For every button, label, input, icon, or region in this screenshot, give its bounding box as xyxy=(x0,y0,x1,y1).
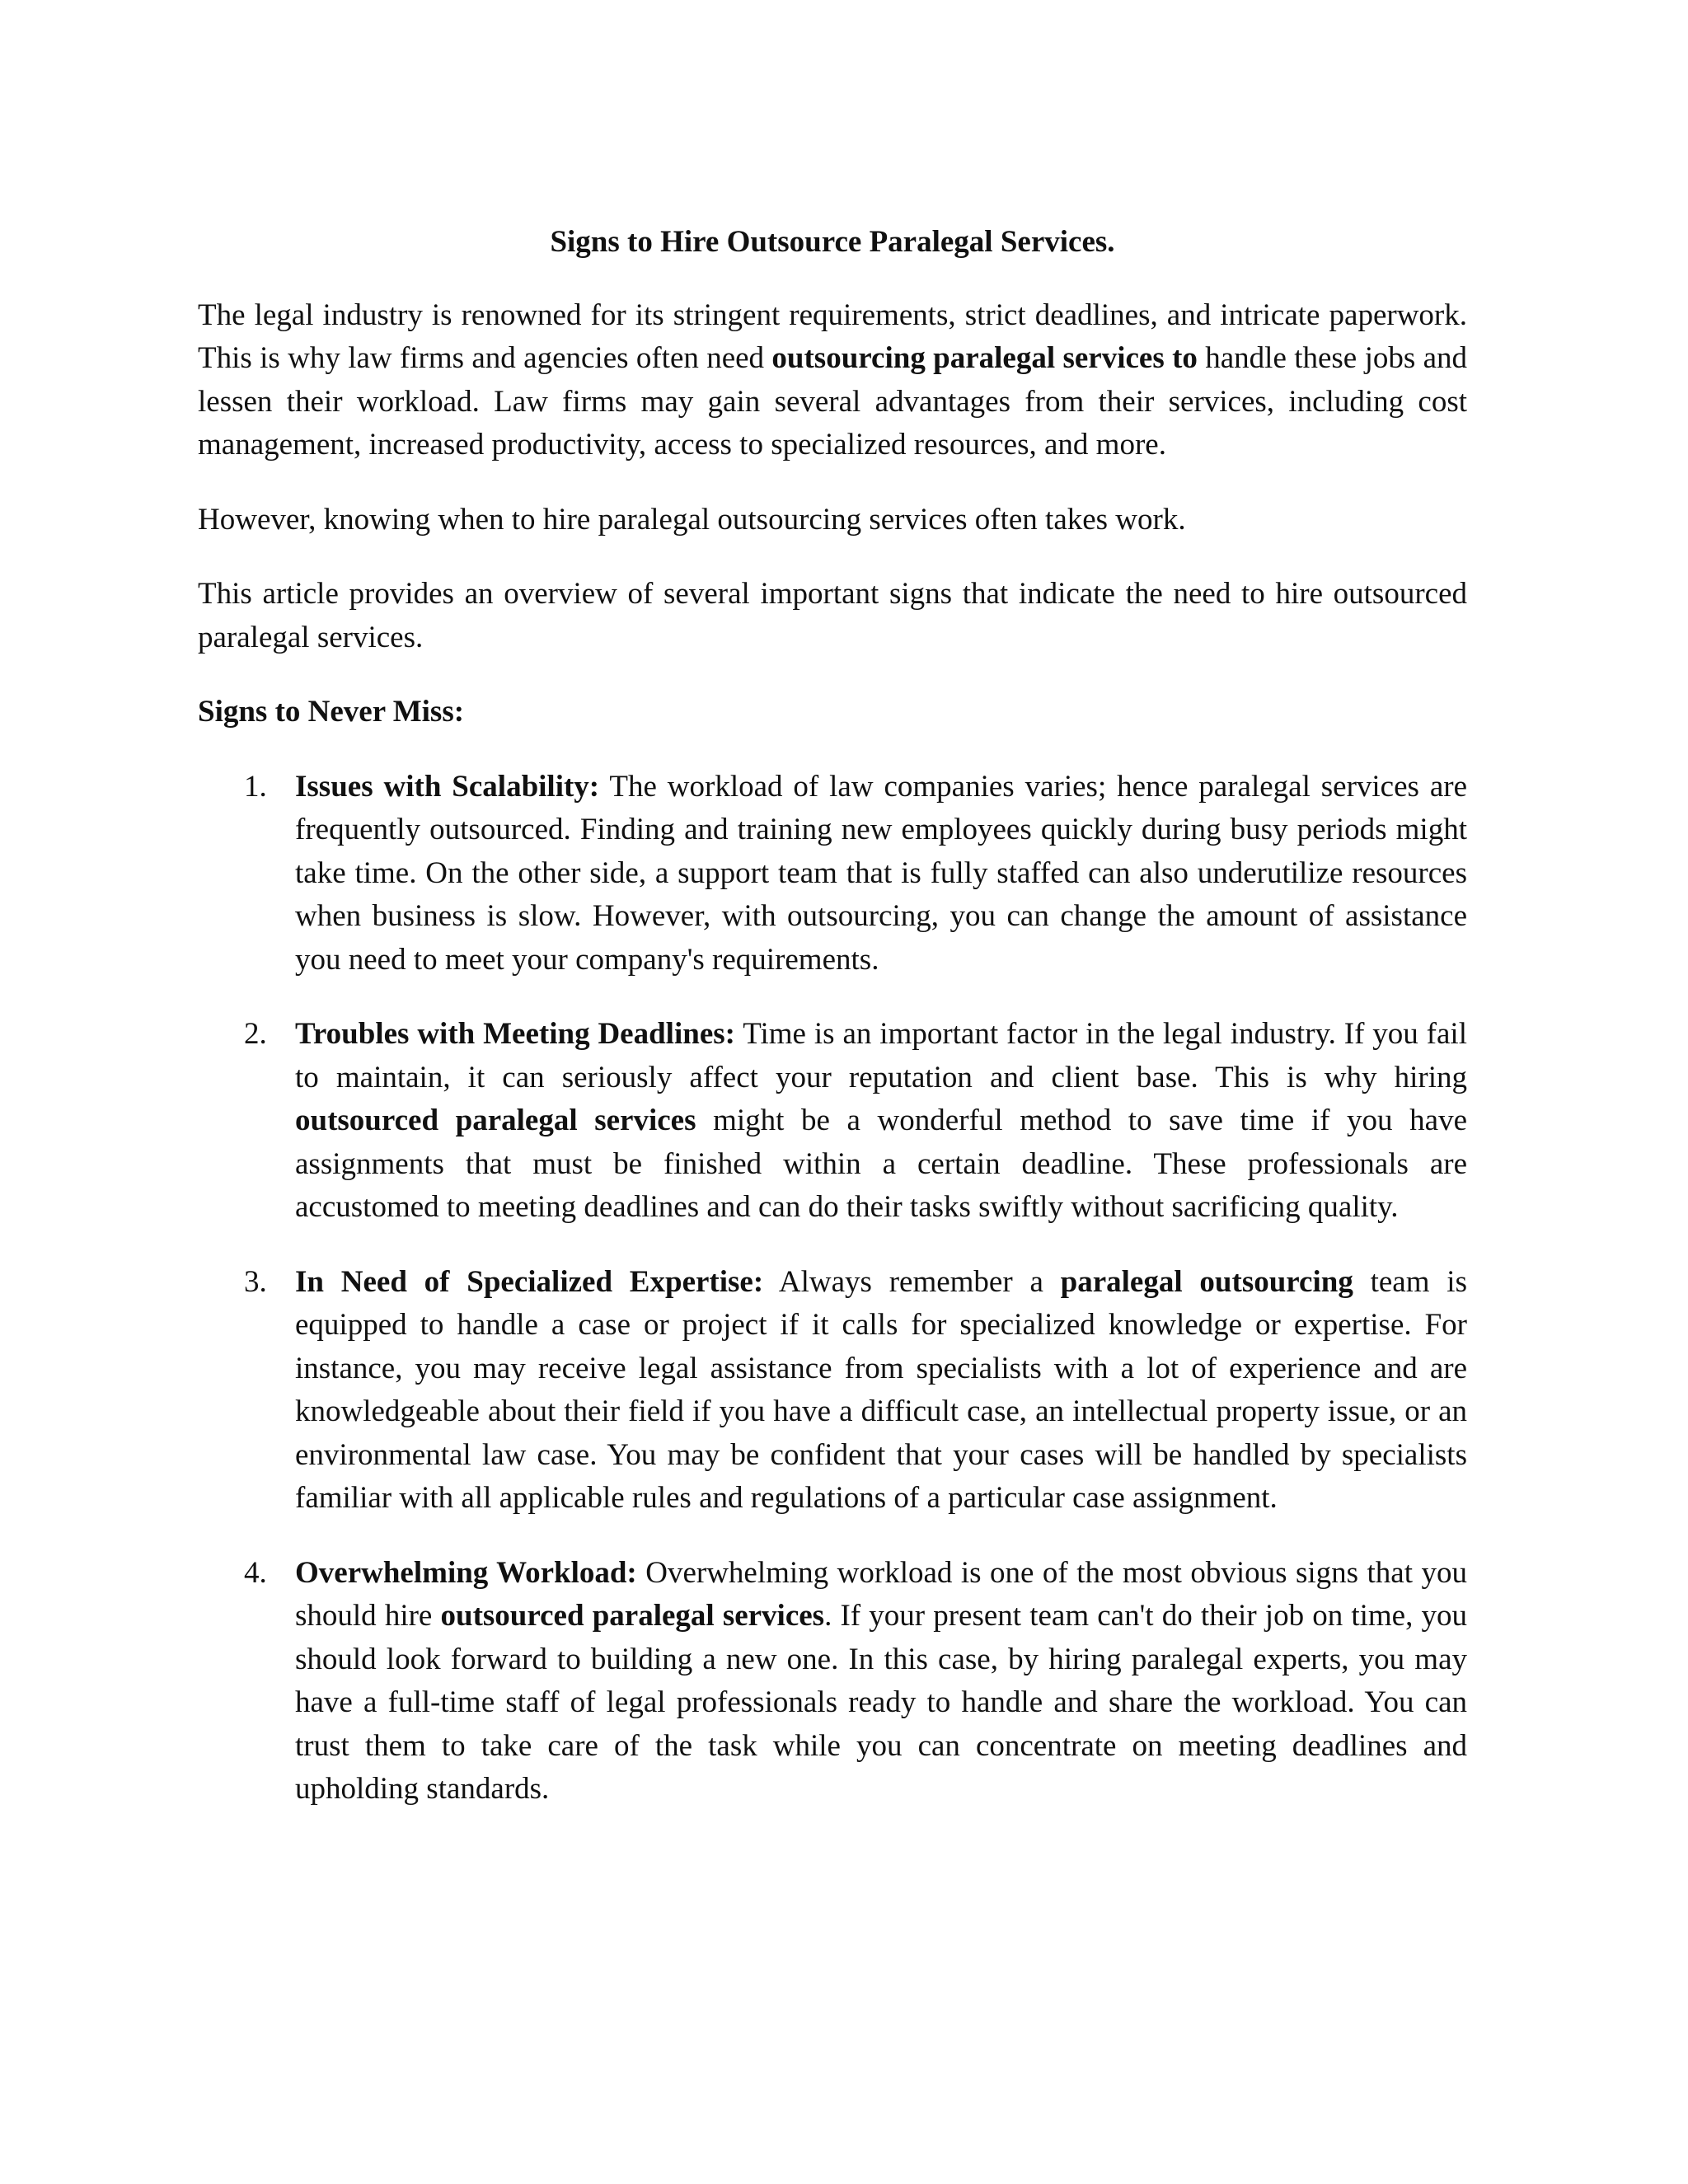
intro-paragraph xyxy=(198,294,1467,467)
list-item-text: The workload of law companies varies; hence paralegal services are frequently outsourced. Finding and training new employees quickly during busy periods might take time. On the other side, a support team that is fully staffed can also underutilize resources when business is slow. However, with outsourcing, you can change the amount of assistance you need to meet your company's requirements. xyxy=(295,769,1467,977)
list-item xyxy=(198,1552,1467,1811)
list-item-text: might be a wonderful method to save time if you have assignments that must be finished within a certain deadline. These professionals are accustomed to meeting deadlines and can do their tasks swiftly without sacrificing quality. xyxy=(295,1104,1467,1224)
list-item-text: Time is an important factor in the legal industry. If you fail to maintain, it can seriously affect your reputation and client base. This is why hiring xyxy=(295,1017,1467,1094)
list-item xyxy=(198,1261,1467,1521)
document-page xyxy=(198,221,1467,1843)
list-item-text: . If your present team can't do their job on time, you should look forward to building a new one. In this case, by hiring paralegal experts, you may have a full-time staff of legal professionals ready to handle and share the workload. You can trust them to take care of the task while you can concentrate on meeting deadlines and upholding standards. xyxy=(295,1599,1468,1806)
list-item xyxy=(198,1013,1467,1230)
list-item-bold-text: outsourced paralegal services xyxy=(295,1104,696,1137)
list-item-heading: Troubles with Meeting Deadlines: xyxy=(295,1017,735,1051)
list-item-text: Overwhelming workload is one of the most obvious signs that you should hire xyxy=(295,1555,1467,1633)
list-item-heading: Overwhelming Workload: xyxy=(295,1555,637,1590)
list-item-text: team is equipped to handle a case or project if it calls for specialized knowledge or expertise. For instance, you may receive legal assistance from specialists with a lot of experience and are knowledgeable about their field if you have a difficult case, an intellectual property issue, or an environmental law case. You may be confident that your cases will be handled by specialists familiar with all applicable rules and regulations of a particular case assignment. xyxy=(295,1264,1467,1515)
list-item-bold-text: outsourced paralegal services xyxy=(440,1599,825,1633)
paragraph-2: However, knowing when to hire paralegal outsourcing services often takes work. xyxy=(198,502,1186,537)
list-item-number: 4. xyxy=(244,1555,267,1590)
section-heading: Signs to Never Miss: xyxy=(198,695,465,729)
list-item-number: 3. xyxy=(244,1264,267,1299)
list-item-text: Always remember a xyxy=(763,1264,1061,1299)
signs-list xyxy=(198,766,1467,1811)
list-item-heading: Issues with Scalability: xyxy=(295,769,600,804)
intro-text-2: handle these jobs and lessen their workload. Law firms may gain several advantages from their services, including cost management, increased productivity, access to specialized resources, and more. xyxy=(198,341,1468,462)
intro-text-1: The legal industry is renowned for its stringent requirements, strict deadlines, and intricate paperwork. This is why law firms and agencies often need xyxy=(198,298,1467,375)
intro-bold-text: outsourcing paralegal services to xyxy=(771,341,1198,375)
list-item-number: 2. xyxy=(244,1017,267,1051)
list-item-number: 1. xyxy=(244,769,267,804)
list-item xyxy=(198,766,1467,982)
list-item-heading: In Need of Specialized Expertise: xyxy=(295,1264,764,1299)
paragraph-3: This article provides an overview of several important signs that indicate the need to hire outsourced paralegal services. xyxy=(198,577,1467,654)
document-title: Signs to Hire Outsource Paralegal Services. xyxy=(550,225,1115,259)
list-item-bold-text: paralegal outsourcing xyxy=(1060,1264,1353,1299)
